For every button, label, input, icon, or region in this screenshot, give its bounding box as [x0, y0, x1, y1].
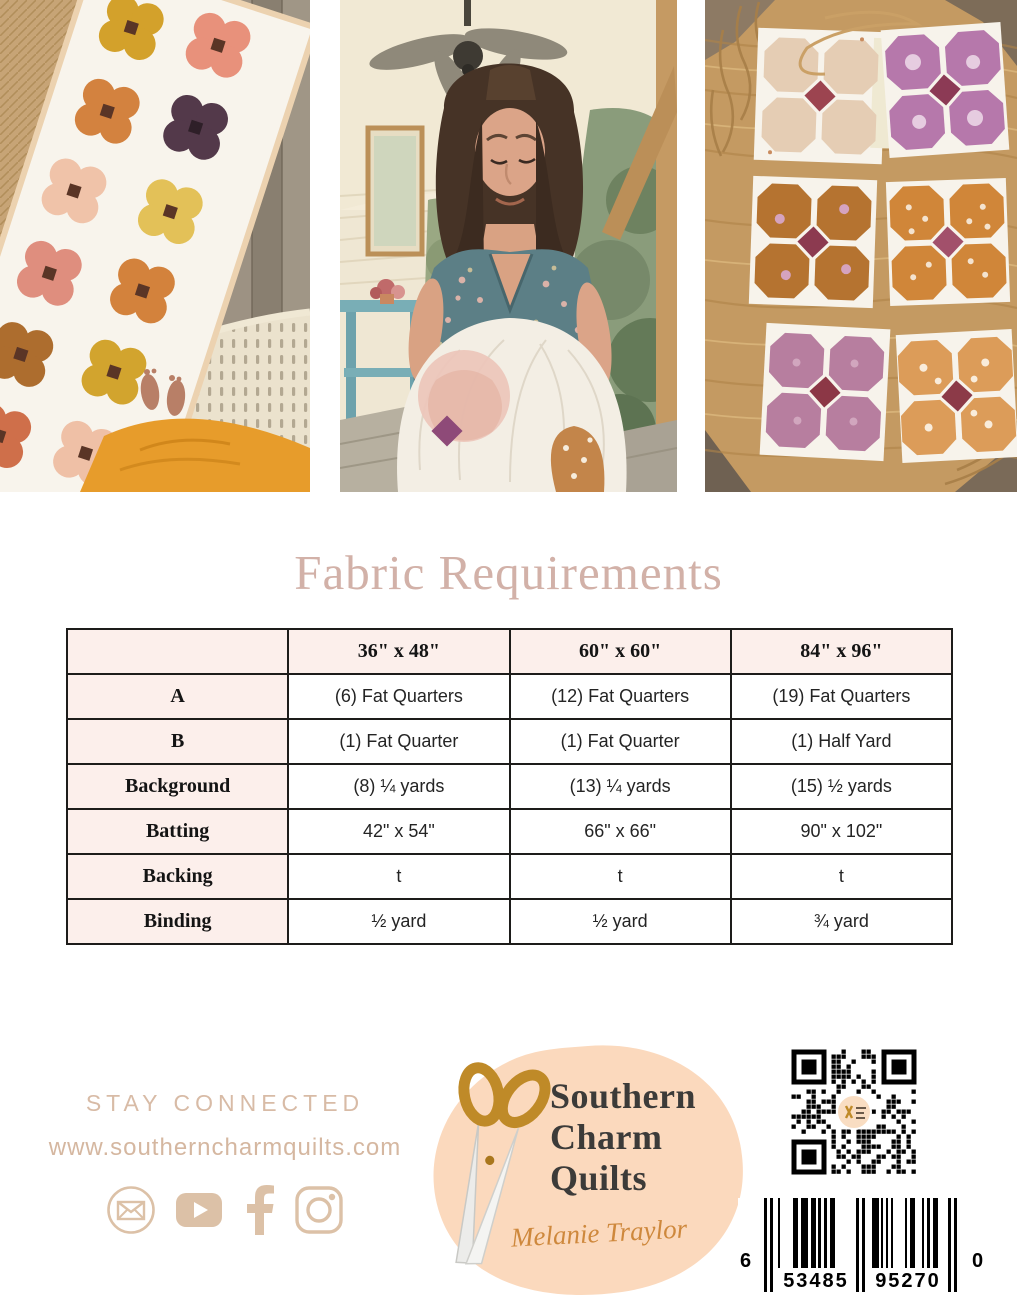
- quilt-block-orange-dot: [886, 178, 1010, 306]
- barcode-group2: 95270: [875, 1270, 941, 1292]
- table-cell: (1) Half Yard: [731, 719, 952, 764]
- table-cell: (8) ¼ yards: [288, 764, 509, 809]
- quilt-block-beige: [754, 28, 897, 165]
- column-header-84x96: 84" x 96": [731, 629, 952, 674]
- table-cell: t: [288, 854, 509, 899]
- photo-quilt-blocks: [705, 0, 1017, 492]
- row-label: Backing: [67, 854, 288, 899]
- table-cell: 66" x 66": [510, 809, 731, 854]
- instagram-icon[interactable]: [294, 1185, 344, 1240]
- quilt-blocks-illustration: [705, 0, 1017, 492]
- logo-word-charm: Charm: [550, 1117, 663, 1157]
- stay-connected-block: [40, 1090, 410, 1240]
- woman: [436, 63, 583, 272]
- table-header-row: [67, 629, 952, 674]
- quilt-block-mauve: [760, 323, 891, 461]
- row-label: Binding: [67, 899, 288, 944]
- row-label: B: [67, 719, 288, 764]
- table-cell: ½ yard: [288, 899, 509, 944]
- quilt-block-caramel: [749, 176, 877, 308]
- brand-logo: [428, 1040, 748, 1298]
- logo-word-quilts: Quilts: [550, 1158, 648, 1198]
- barcode: [738, 1198, 994, 1298]
- table-corner-cell: [67, 629, 288, 674]
- table-cell: (12) Fat Quarters: [510, 674, 731, 719]
- photo-maker-holding-quilt: [340, 0, 677, 492]
- table-row-a: [67, 674, 952, 719]
- column-header-60x60: 60" x 60": [510, 629, 731, 674]
- facebook-icon[interactable]: [242, 1185, 276, 1240]
- website-link[interactable]: www.southerncharmquilts.com: [48, 1134, 402, 1161]
- table-cell: (6) Fat Quarters: [288, 674, 509, 719]
- fabric-requirements-table: [66, 628, 953, 945]
- quilt-block-orchid: [881, 22, 1010, 158]
- row-label: A: [67, 674, 288, 719]
- row-label: Batting: [67, 809, 288, 854]
- quilt-flatlay-illustration: [0, 0, 310, 492]
- table-cell: 90" x 102": [731, 809, 952, 854]
- row-label: Background: [67, 764, 288, 809]
- table-cell: t: [510, 854, 731, 899]
- barcode-left-digit: 6: [740, 1250, 752, 1272]
- table-row-batting: [67, 809, 952, 854]
- table-row-b: [67, 719, 952, 764]
- photo-quilt-flatlay: [0, 0, 310, 492]
- porch-portrait-illustration: [340, 0, 677, 492]
- stay-connected-heading: STAY CONNECTED: [85, 1090, 365, 1116]
- table-cell: (13) ¼ yards: [510, 764, 731, 809]
- qr-code: [788, 1046, 920, 1178]
- barcode-right-digit: 0: [972, 1250, 984, 1272]
- table-row-background: [67, 764, 952, 809]
- quilt-block-light-caramel: [896, 329, 1017, 463]
- table-cell: ¾ yard: [731, 899, 952, 944]
- table-cell: (1) Fat Quarter: [288, 719, 509, 764]
- table-cell: t: [731, 854, 952, 899]
- page-title: Fabric Requirements: [294, 545, 723, 600]
- table-cell: (1) Fat Quarter: [510, 719, 731, 764]
- window: [368, 128, 422, 254]
- logo-signature: Melanie Traylor: [510, 1213, 688, 1253]
- table-row-backing: [67, 854, 952, 899]
- youtube-icon[interactable]: [174, 1190, 224, 1235]
- column-header-36x48: 36" x 48": [288, 629, 509, 674]
- social-icons-row: [40, 1185, 410, 1240]
- table-cell: ½ yard: [510, 899, 731, 944]
- table-cell: 42" x 54": [288, 809, 509, 854]
- table-cell: (19) Fat Quarters: [731, 674, 952, 719]
- logo-word-southern: Southern: [550, 1076, 697, 1116]
- barcode-group1: 53485: [783, 1270, 849, 1292]
- table-row-binding: [67, 899, 952, 944]
- logo-wordmark: [550, 1076, 696, 1199]
- email-icon[interactable]: [106, 1185, 156, 1240]
- table-cell: (15) ½ yards: [731, 764, 952, 809]
